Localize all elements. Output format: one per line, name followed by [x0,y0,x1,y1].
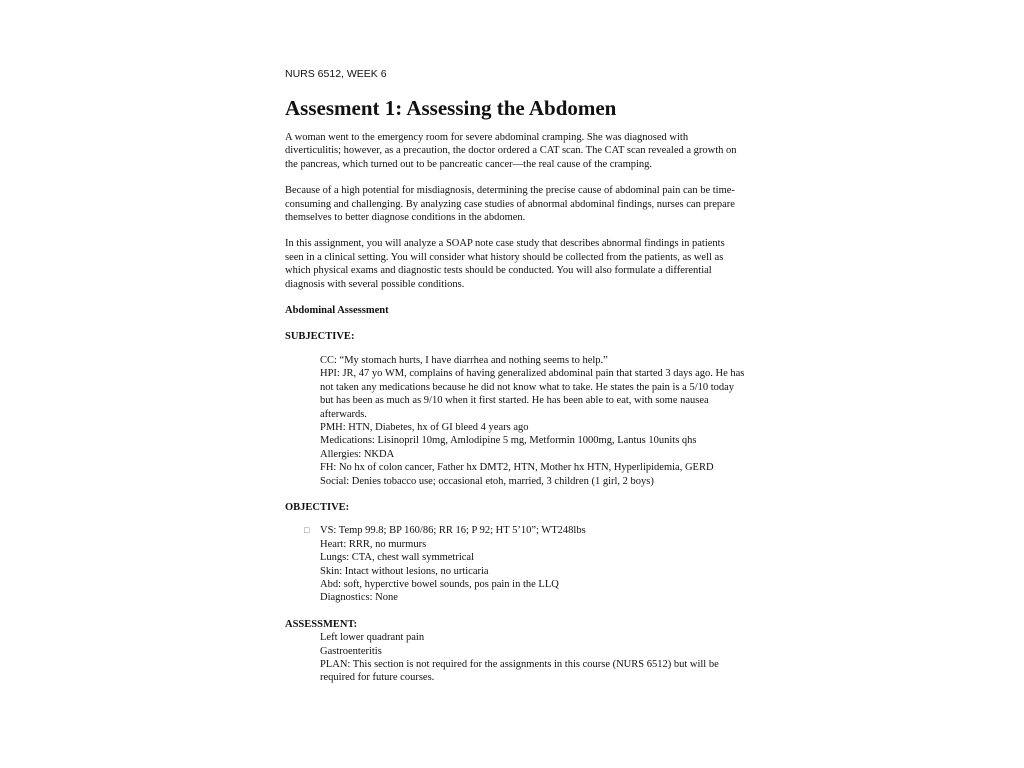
intro-paragraph: In this assignment, you will analyze a SOAP note case study that describes abnormal findings in patients seen in a clinical setting. You will consider what history should be collected from the patients, as well as which physical exams and diagnostic tests should be conducted. You will also formulate a differential diagnosis with several possible conditions. [285,238,725,290]
assessment-line: Left lower quadrant pain [320,632,425,644]
objective-line: Diagnostics: None [320,592,398,604]
subjective-line: Allergies: NKDA [320,448,395,460]
document-content [285,68,745,685]
subjective-line: Medications: Lisinopril 10mg, Amlodipine 5 mg, Metformin 1000mg, Lantus 10units qhs [320,435,697,447]
intro-paragraph: Because of a high potential for misdiagnosis, determining the precise cause of abdominal pain can be time-consuming and challenging. By analyzing case studies of abnormal abdominal findings, nurses can prepare themselves to better diagnose conditions in the abdomen. [285,185,735,224]
list-bullet-icon: □ [304,525,310,536]
objective-block [304,524,745,604]
objective-line: VS: Temp 99.8; BP 160/86; RR 16; P 92; HT 5’10”; WT248lbs [320,525,586,537]
assessment-block [320,631,745,685]
course-label: NURS 6512, WEEK 6 [285,68,387,80]
intro-paragraph: A woman went to the emergency room for severe abdominal cramping. She was diagnosed with diverticulitis; however, as a precaution, the doctor ordered a CAT scan. The CAT scan revealed a growth on the pancreas, which turned out to be pancreatic cancer—the real cause of the cramping. [285,132,737,170]
assessment-heading: ASSESSMENT: [285,618,358,630]
assessment-line: PLAN: This section is not required for the assignments in this course (NURS 6512) but will be required for future courses. [320,659,719,684]
subjective-heading: SUBJECTIVE: [285,331,355,343]
assessment-section-heading: Abdominal Assessment [285,305,389,317]
subjective-line: HPI: JR, 47 yo WM, complains of having generalized abdominal pain that started 3 days ago. He has not taken any medications because he did not know what to take. He states the pain is a 5/10 today but has been as much as 9/10 when it first started. He has been able to eat, with some nausea afterwards. [320,368,745,420]
objective-line: Heart: RRR, no murmurs [320,538,427,550]
objective-line: Abd: soft, hyperctive bowel sounds, pos pain in the LLQ [320,578,559,590]
objective-heading: OBJECTIVE: [285,501,350,513]
objective-line: Lungs: CTA, chest wall symmetrical [320,552,475,564]
subjective-line: PMH: HTN, Diabetes, hx of GI bleed 4 years ago [320,421,529,433]
subjective-line: FH: No hx of colon cancer, Father hx DMT2, HTN, Mother hx HTN, Hyperlipidemia, GERD [320,462,714,474]
subjective-line: Social: Denies tobacco use; occasional etoh, married, 3 children (1 girl, 2 boys) [320,475,654,487]
assessment-line: Gastroenteritis [320,645,382,657]
objective-line: Skin: Intact without lesions, no urticaria [320,565,489,577]
subjective-block [320,354,745,488]
document-title: Assesment 1: Assessing the Abdomen [285,96,617,120]
subjective-line: CC: “My stomach hurts, I have diarrhea and nothing seems to help.” [320,354,608,366]
